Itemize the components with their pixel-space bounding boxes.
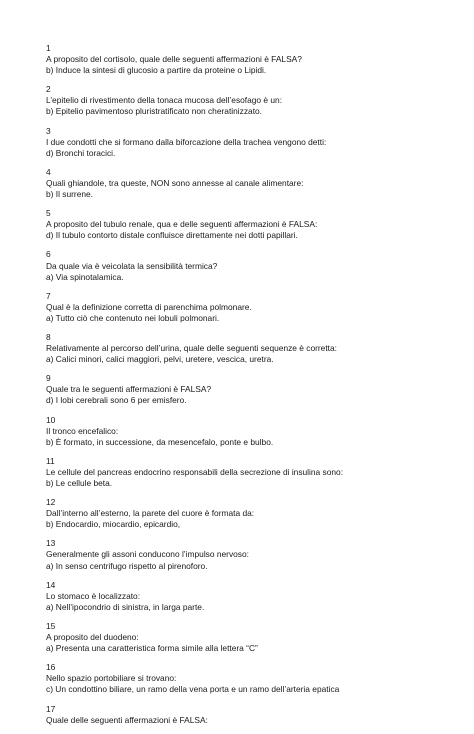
question-text: Le cellule del pancreas endocrino responsabili della secrezione di insulina sono: xyxy=(46,466,344,477)
question-number: 7 xyxy=(46,290,51,301)
question-answer: c) Un condottino biliare, un ramo della vena porta e un ramo dell’arteria epatica xyxy=(46,684,340,695)
question-number: 9 xyxy=(46,373,51,384)
question-item xyxy=(46,208,456,241)
question-number: 12 xyxy=(46,497,56,508)
question-item xyxy=(46,43,456,76)
question-number: 11 xyxy=(46,455,55,466)
question-answer: a) In senso centrifugo rispetto al pirenoforo. xyxy=(46,560,208,571)
question-answer: b) Epitelio pavimentoso pluristratificato non cheratinizzato. xyxy=(46,106,262,117)
question-number: 15 xyxy=(46,620,56,631)
question-answer: d) Il tubulo contorto distale confluisce direttamente nei dotti papillari. xyxy=(46,230,298,241)
question-text: Dall’interno all’esterno, la parete del cuore è formata da: xyxy=(46,508,255,519)
question-number: 17 xyxy=(46,703,56,714)
question-number: 3 xyxy=(46,125,51,136)
question-text: Il tronco encefalico: xyxy=(46,425,119,436)
question-text: A proposito del duodeno: xyxy=(46,632,139,643)
question-item xyxy=(46,291,456,324)
question-text: Quale delle seguenti affermazioni è FALSA: xyxy=(46,714,208,725)
question-answer: a) Nell’ipocondrio di sinistra, in larga parte. xyxy=(46,601,205,612)
question-text: Da quale via è veicolata la sensibilità termica? xyxy=(46,260,218,271)
question-item xyxy=(46,167,456,200)
question-answer: a) Calici minori, calici maggiori, pelvi, uretere, vescica, uretra. xyxy=(46,354,274,365)
question-list xyxy=(46,43,456,734)
question-text: Nello spazio portobiliare si trovano: xyxy=(46,673,177,684)
question-number: 4 xyxy=(46,166,51,177)
question-item xyxy=(46,621,456,654)
question-number: 8 xyxy=(46,331,51,342)
question-answer: a) Tutto ciò che contenuto nei lobuli polmonari. xyxy=(46,312,220,323)
question-answer: b) Il surrene. xyxy=(46,189,94,200)
question-answer: b) Endocardio, miocardio, epicardio, xyxy=(46,519,181,530)
question-item xyxy=(46,332,456,365)
question-answer: b) Induce la sintesi di glucosio a partire da proteine o Lipidi. xyxy=(46,65,267,76)
question-text: A proposito del tubulo renale, qua e delle seguenti affermazioni è FALSA: xyxy=(46,219,318,230)
question-item xyxy=(46,84,456,117)
question-item xyxy=(46,538,456,571)
question-answer: d) I lobi cerebrali sono 6 per emisfero. xyxy=(46,395,187,406)
question-number: 13 xyxy=(46,538,56,549)
question-item xyxy=(46,126,456,159)
question-text: Quali ghiandole, tra queste, NON sono annesse al canale alimentare: xyxy=(46,177,304,188)
question-answer: a) Presenta una caratteristica forma simile alla lettera “C” xyxy=(46,643,258,654)
question-number: 5 xyxy=(46,208,51,219)
question-text: Lo stomaco è localizzato: xyxy=(46,590,141,601)
question-text: I due condotti che si formano dalla biforcazione della trachea vengono detti: xyxy=(46,136,327,147)
question-item xyxy=(46,497,456,530)
question-number: 10 xyxy=(46,414,56,425)
question-item xyxy=(46,456,456,489)
question-text: L’epitelio di rivestimento della tonaca mucosa dell’esofago è un: xyxy=(46,95,283,106)
question-item xyxy=(46,373,456,406)
question-number: 14 xyxy=(46,579,56,590)
question-number: 2 xyxy=(46,84,51,95)
question-number: 16 xyxy=(46,662,56,673)
question-item xyxy=(46,580,456,613)
question-text: A proposito del cortisolo, quale delle seguenti affermazioni è FALSA? xyxy=(46,54,302,65)
question-answer: b) Le cellule beta. xyxy=(46,478,113,488)
question-answer: b) È formato, in successione, da mesencefalo, ponte e bulbo. xyxy=(46,436,274,447)
question-item xyxy=(46,249,456,282)
question-text: Relativamente al percorso dell’urina, quale delle seguenti sequenze è corretta: xyxy=(46,343,337,354)
question-number: 6 xyxy=(46,249,51,260)
question-text: Qual è la definizione corretta di parenchima polmonare. xyxy=(46,301,252,312)
question-item xyxy=(46,415,456,448)
question-item xyxy=(46,662,456,695)
question-number: 1 xyxy=(46,43,51,53)
question-answer: a) Via spinotalamica. xyxy=(46,271,124,282)
question-item xyxy=(46,704,456,726)
question-text: Generalmente gli assoni conducono l’impulso nervoso: xyxy=(46,549,249,560)
question-text: Quale tra le seguenti affermazioni è FALSA? xyxy=(46,384,212,395)
question-answer: d) Bronchi toracici. xyxy=(46,147,116,158)
